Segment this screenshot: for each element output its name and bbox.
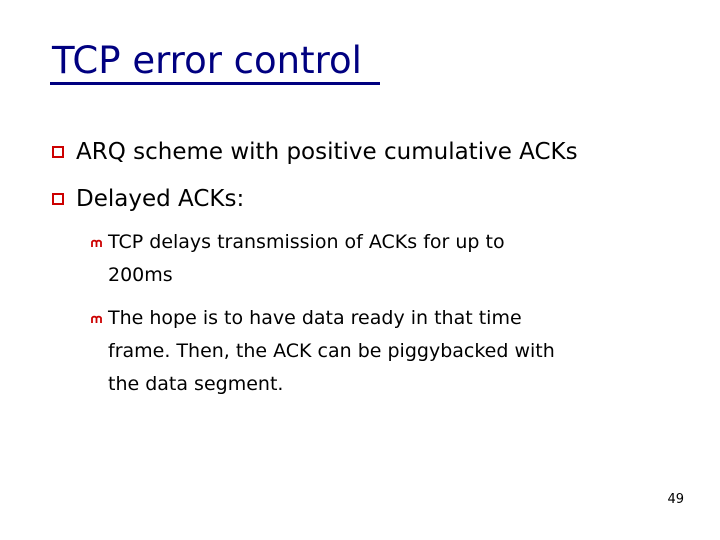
bullet-delayed-acks	[52, 184, 244, 214]
slide-title: TCP error control	[52, 39, 362, 82]
round-bullet-icon	[90, 312, 103, 325]
square-bullet-icon	[52, 146, 64, 158]
title-underline	[50, 82, 380, 85]
bullet-text: ARQ scheme with positive cumulative ACKs	[76, 139, 578, 165]
sub-bullet-line: TCP delays transmission of ACKs for up to	[108, 231, 505, 253]
sub-bullet-line: The hope is to have data ready in that time	[108, 307, 522, 329]
sub-bullet-line: frame. Then, the ACK can be piggybacked with	[108, 340, 555, 362]
sub-bullet-delay	[90, 226, 650, 292]
sub-bullet-line: 200ms	[108, 264, 173, 286]
page-number: 49	[667, 492, 684, 507]
sub-bullet-line: the data segment.	[108, 373, 284, 395]
sub-bullet-hope	[90, 302, 650, 401]
bullet-arq	[52, 137, 578, 167]
bullet-text: Delayed ACKs:	[76, 186, 245, 212]
square-bullet-icon	[52, 193, 64, 205]
round-bullet-icon	[90, 236, 103, 249]
